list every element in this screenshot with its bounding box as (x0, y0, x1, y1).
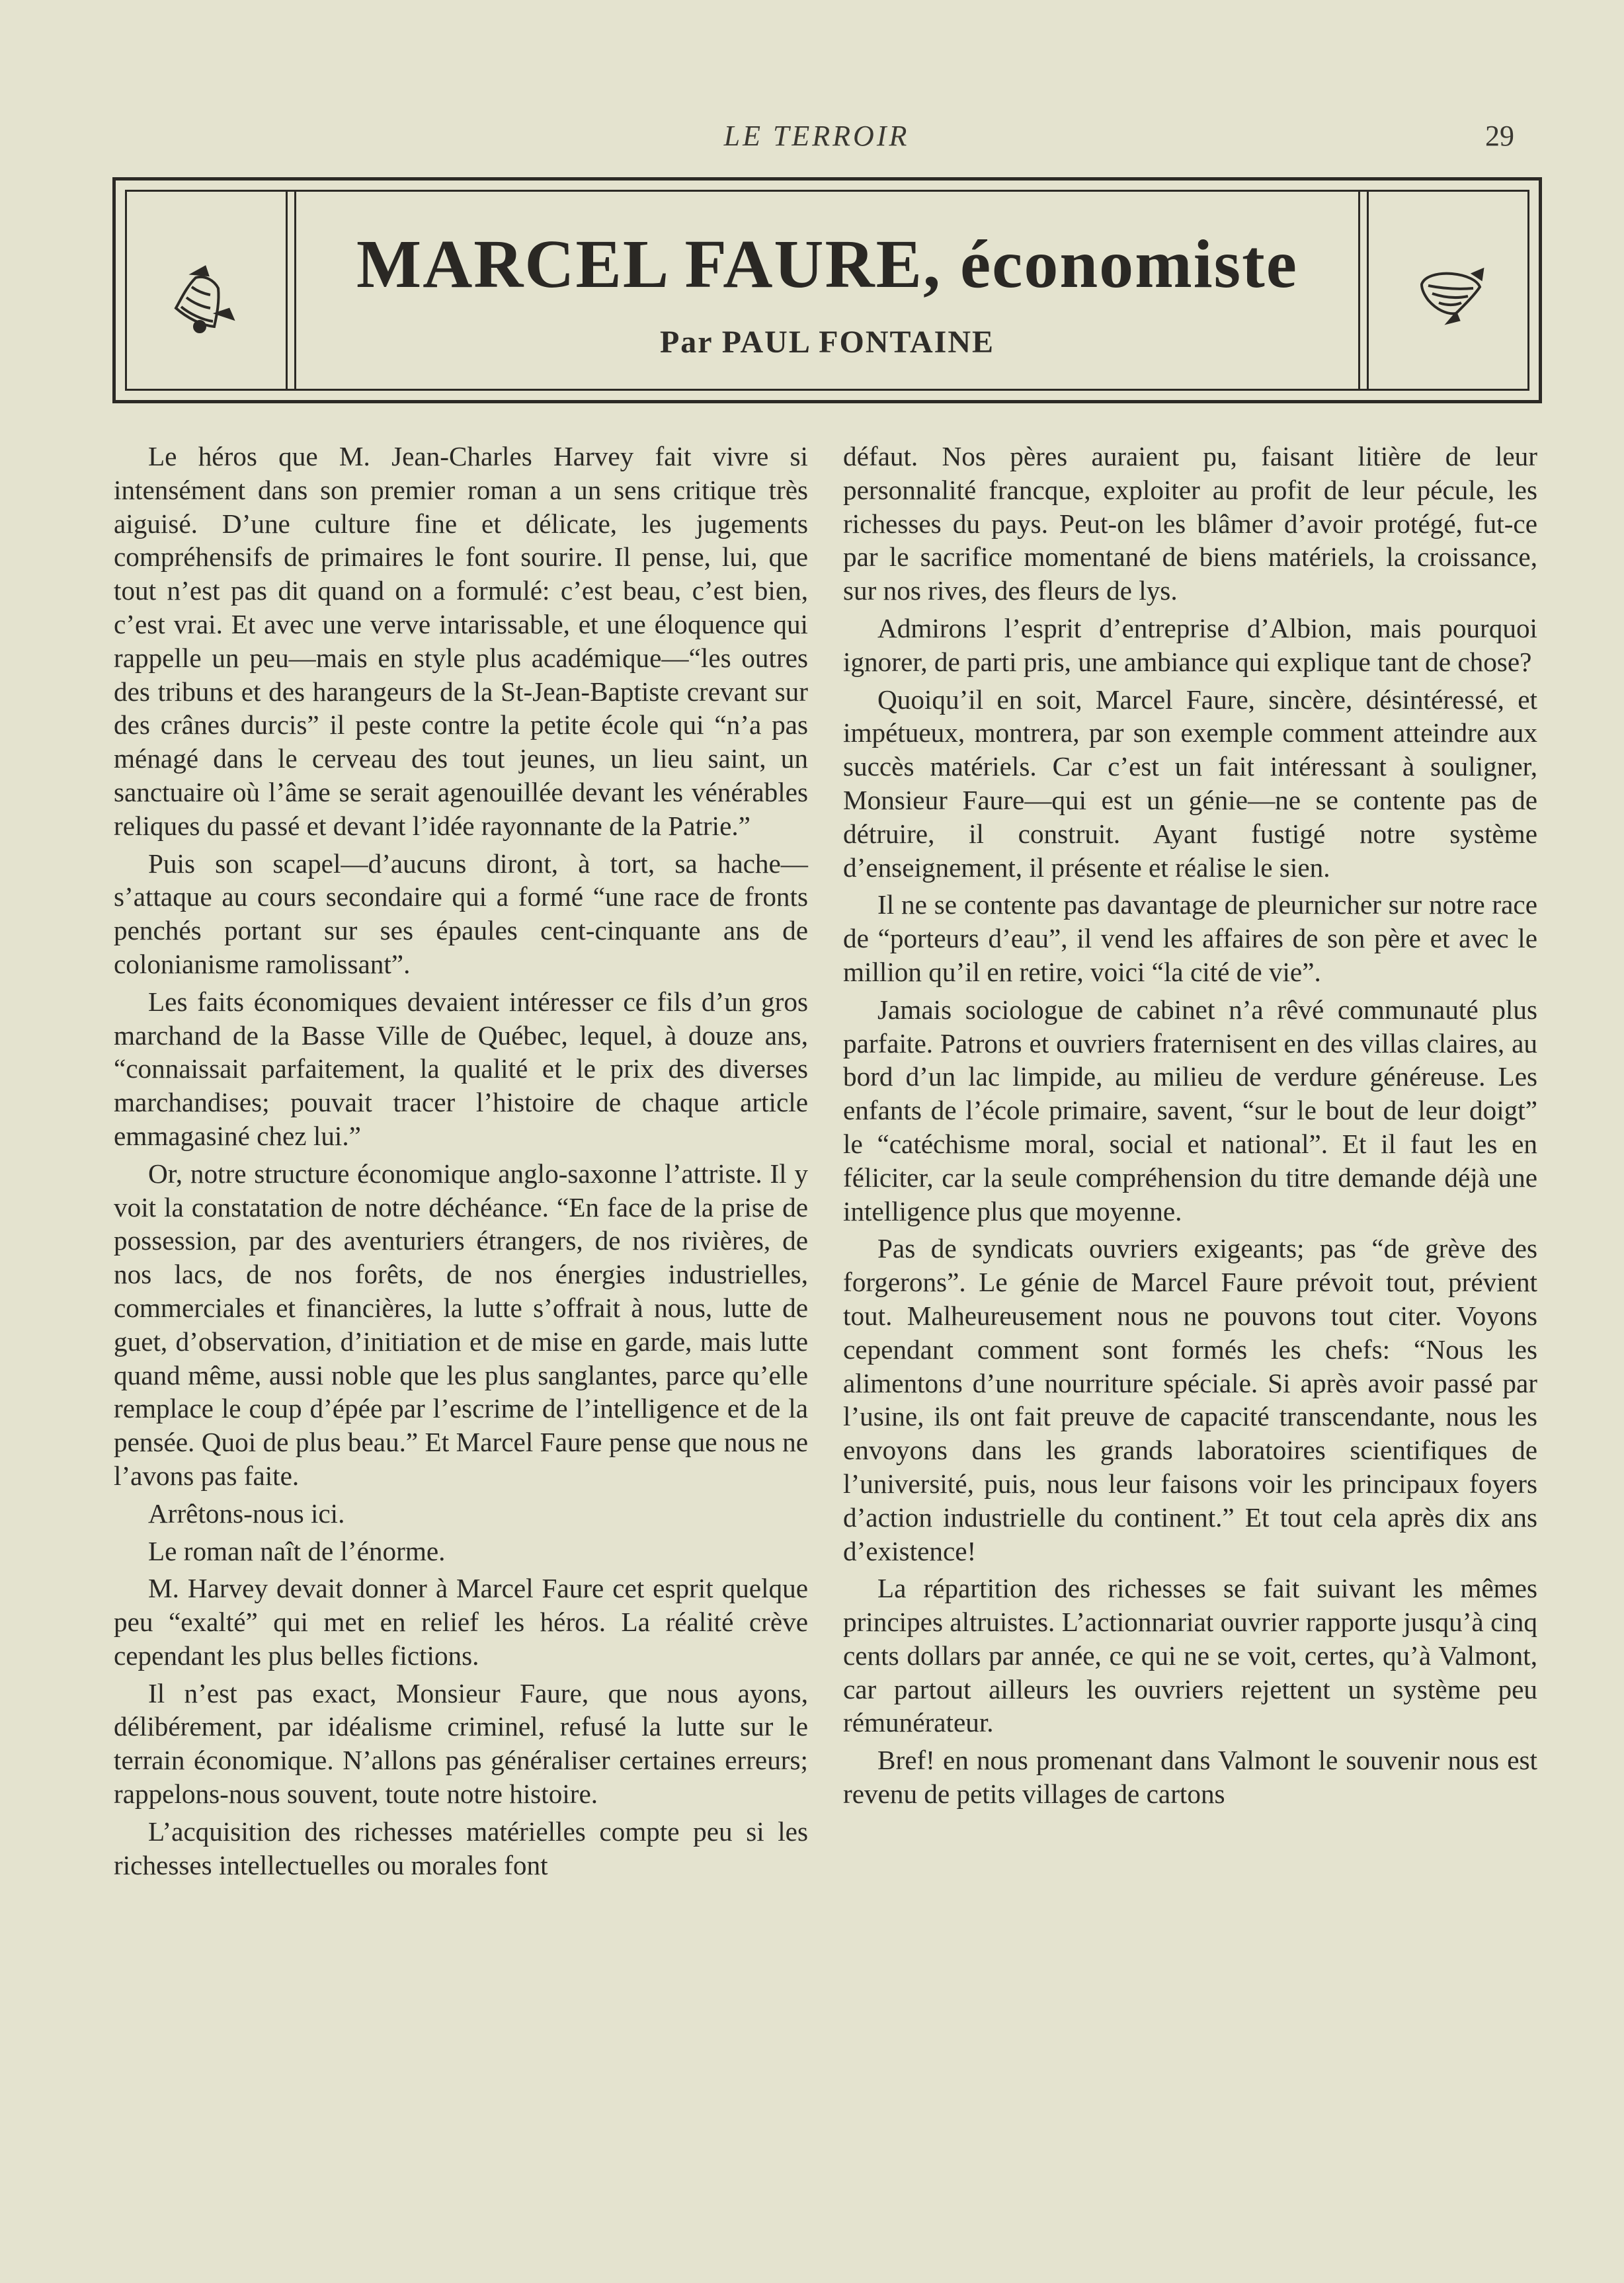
running-header (112, 119, 1521, 159)
paragraph: M. Harvey devait donner à Marcel Faure cet esprit quelque peu “exalté” qui met en relief les héros. La réalité crève cependant les plus belles fictions. (114, 1573, 808, 1671)
bell-icon (1408, 258, 1488, 337)
byline: Par PAUL FONTAINE (659, 325, 995, 360)
page-number: 29 (1485, 120, 1514, 152)
paragraph: Il ne se contente pas davantage de pleurnicher sur notre race de “porteurs d’eau”, il vend les affaires de son père et avec le million qu’il en retire, voici “la cité de vie”. (843, 889, 1537, 987)
paragraph: Le héros que M. Jean-Charles Harvey fait vivre si intensément dans son premier roman a un sens critique très aiguisé. D’une culture fine et délicate, les jugements compréhensifs de primaires le font sourire. Il pense, lui, que tout n’est pas dit quand on a formulé: c’est beau, c’est bien, c’est vrai. Et avec une verve intarissable, et une éloquence qui rappelle un peu—mais en style plus académique—“les outres des tribuns et des harangeurs de la St-Jean-Baptiste crevant sur des crânes durcis” il peste contre la petite école qui “n’a pas ménagé dans le cerveau des tout jeunes, un lieu saint, un sanctuaire où l’âme se serait agenouillée devant les vénérables reliques du passé et devant l’idée rayonnante de la Patrie.” (114, 441, 808, 841)
right-column (843, 440, 1537, 1815)
title-box (112, 177, 1542, 403)
paragraph: Puis son scapel—d’aucuns diront, à tort, sa hache—s’attaque au cours secondaire qui a formé “une race de fronts penchés portant sur ses épaules cent-cinquante ans de colonianisme ramolissant”. (114, 848, 808, 979)
title-box-inner-frame (125, 190, 1529, 391)
right-ornament-cell (1367, 192, 1527, 389)
paragraph: La répartition des richesses se fait suivant les mêmes principes altruistes. L’actionnariat ouvrier rapporte jusqu’à cinq cents dollars par année, ce qui ne se voit, certes, qu’à Valmont, car partout ailleurs les ouvriers rejettent un système peu rémunérateur. (843, 1573, 1537, 1738)
paragraph: Or, notre structure économique anglo-saxonne l’attriste. Il y voit la constatation de notre déchéance. “En face de la prise de possession, par des aventuriers étrangers, de nos rivières, de nos lacs, de nos forêts, de nos énergies industrielles, commerciales et financières, la lutte s’offrait à nous, lutte de guet, d’observation, d’initiation et de mise en garde, mais lutte quand même, aussi noble que les plus sanglantes, parce qu’elle remplace le coup d’épée par l’escrime de l’intelligence et de la pensée. Quoi de plus beau.” Et Marcel Faure pense que nous ne l’avons pas faite. (114, 1158, 808, 1491)
paragraph: Jamais sociologue de cabinet n’a rêvé communauté plus parfaite. Patrons et ouvriers fraternisent en des villas claires, au bord d’un lac limpide, au milieu de verdure généreuse. Les enfants de l’école primaire, savent, “sur le bout de leur doigt” le “catéchisme moral, social et national”. Et il faut les en féliciter, car la seule compréhension du titre demande déjà une intelligence plus que moyenne. (843, 994, 1537, 1226)
paragraph: Arrêtons-nous ici. (148, 1498, 345, 1529)
paragraph: Les faits économiques devaient intéresser ce fils d’un gros marchand de la Basse Ville de Québec, lequel, à douze ans, “connaissait parfaitement, la qualité et le prix des diverses marchandises; pouvait tracer l’histoire de chaque article emmagasiné chez lui.” (114, 986, 808, 1151)
paragraph: Bref! en nous promenant dans Valmont le souvenir nous est revenu de petits villages de cartons (843, 1745, 1537, 1810)
bell-icon (167, 258, 246, 337)
journal-title: LE TERROIR (723, 120, 910, 152)
left-ornament-cell (127, 192, 288, 389)
article-title: MARCEL FAURE, économiste (356, 226, 1298, 302)
paragraph: Il n’est pas exact, Monsieur Faure, que nous ayons, délibérement, par idéalisme criminel, refusé la lutte sur le terrain économique. N’allons pas généraliser certaines erreurs; rappelons-nous souvent, toute notre histoire. (114, 1677, 808, 1810)
paragraph: L’acquisition des richesses matérielles compte peu si les richesses intellectuelles ou morales font (114, 1816, 808, 1880)
paragraph: Pas de syndicats ouvriers exigeants; pas “de grève des forgerons”. Le génie de Marcel Faure prévoit tout, prévient tout. Malheureusement nous ne pouvons tout citer. Voyons cependant comment sont formés les chefs: “Nous les alimentons d’une nourriture spéciale. Si après avoir passé par l’usine, ils ont fait preuve de capacité transcendante, nous les envoyons dans les grands laboratoires scientifiques de l’université, puis, nous leur faisons voir les principaux foyers d’action industrielle du continent.” Et tout cela après dix ans d’existence! (843, 1233, 1537, 1566)
left-column (114, 440, 808, 1886)
paragraph-continued: défaut. Nos pères auraient pu, faisant litière de leur personnalité francque, exploiter au profit de leur pécule, les richesses du pays. Peut-on les blâmer d’avoir protégé, fut-ce par le sacrifice momentané de biens matériels, la croissance, sur nos rives, des fleurs de lys. (843, 441, 1537, 606)
paragraph: Le roman naît de l’énorme. (148, 1535, 446, 1566)
paragraph: Admirons l’esprit d’entreprise d’Albion, mais pourquoi ignorer, de parti pris, une ambiance qui explique tant de chose? (843, 612, 1537, 677)
paragraph: Quoiqu’il en soit, Marcel Faure, sincère, désintéressé, et impétueux, montrera, par son exemple comment atteindre aux succès matériels. Car c’est un fait intéressant à souligner, Monsieur Faure—qui est un génie—ne se contente pas de détruire, il construit. Ayant fustigé notre système d’enseignement, il présente et réalise le sien. (843, 684, 1537, 883)
